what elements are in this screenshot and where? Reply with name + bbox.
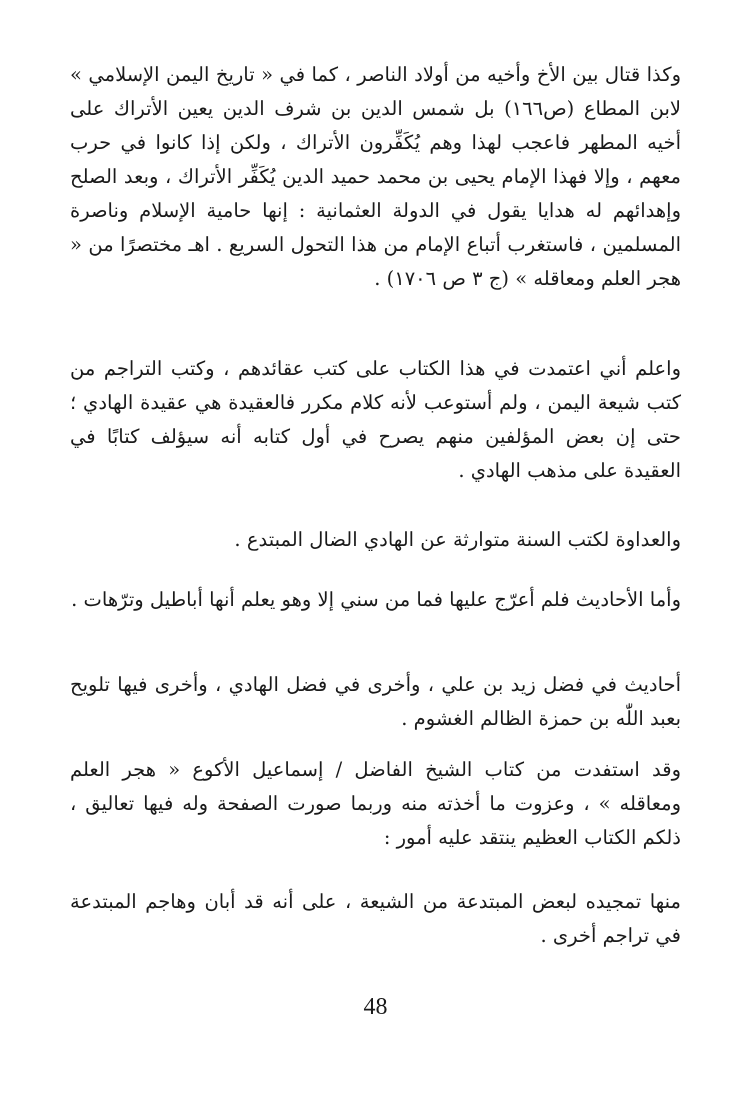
paragraph-criticism: منها تمجيده لبعض المبتدعة من الشيعة ، على أنه قد أبان وهاجم المبتدعة في تراجم أخرى . xyxy=(70,890,681,947)
paragraph-virtues-hadiths: أحاديث في فضل زيد بن علي ، وأخرى في فضل الهادي ، وأخرى فيها تلويح بعبد اللّٰه بن حمزة الظالم الغشوم . xyxy=(70,673,681,730)
paragraph-akwa-book: وقد استفدت من كتاب الشيخ الفاضل / إسماعيل الأكوع « هجر العلم ومعاقله » ، وعزوت ما أخذته منه وربما صورت الصفحة وله فيها تعاليق ، ذلكم الكتاب العظيم ينتقد عليه أمور : xyxy=(70,758,681,849)
page-number: 48 xyxy=(363,994,388,1020)
paragraph-enmity: والعداوة لكتب السنة متوارثة عن الهادي الضال المبتدع . xyxy=(234,528,681,551)
paragraph-sources: واعلم أني اعتمدت في هذا الكتاب على كتب عقائدهم ، وكتب التراجم من كتب شيعة اليمن ، ولم أستوعب لأنه كلام مكرر فالعقيدة هي عقيدة الهادي ؛ حتى إن بعض المؤلفين منهم يصرح في أول كتابه أنه سيؤلف كتابًا في العقيدة على مذهب الهادي . xyxy=(70,357,681,482)
paragraph-hadiths: وأما الأحاديث فلم أعرّج عليها فما من سني إلا وهو يعلم أنها أباطيل وترّهات . xyxy=(71,588,681,611)
paragraph-yemen-history: وكذا قتال بين الأخ وأخيه من أولاد الناصر ، كما في « تاريخ اليمن الإسلامي » لابن المطاع (ص١٦٦) بل شمس الدين بن شرف الدين يعين الأتراك على أخيه المطهر فاعجب لهذا وهم يُكَفِّرون الأتراك ، ولكن إذا كانوا في حرب معهم ، وإلا فهذا الإمام يحيى بن محمد حميد الدين يُكَفِّر الأتراك ، وبعد الصلح وإهدائهم له هدايا يقول في الدولة العثمانية : إنها حامية الإسلام وناصرة المسلمين ، فاستغرب أتباع الإمام من هذا التحول السريع . اهـ مختصرًا من « هجر العلم ومعاقله » (ج ٣ ص ١٧٠٦) . xyxy=(70,63,681,290)
